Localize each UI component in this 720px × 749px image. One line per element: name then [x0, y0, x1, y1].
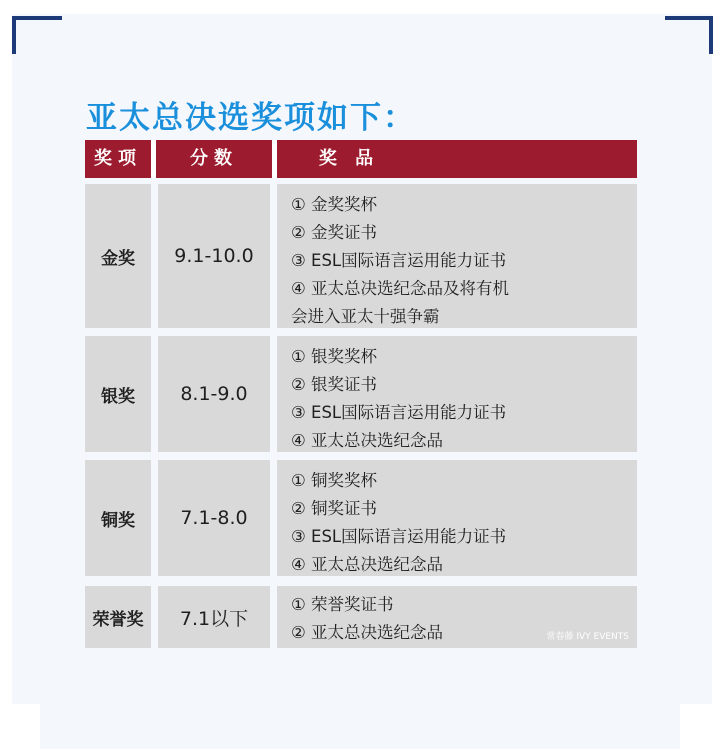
header-score: 分数	[190, 148, 238, 169]
award-cell: 金奖	[85, 184, 151, 328]
prizes-cell	[277, 586, 637, 648]
corner-bracket-top-left	[12, 16, 62, 54]
score-cell: 7.1以下	[158, 586, 270, 648]
prize-item: ② 金奖证书	[291, 223, 378, 242]
page-title: 亚太总决选奖项如下：	[86, 100, 416, 136]
score-cell: 8.1-9.0	[158, 336, 270, 452]
prize-item: ③ ESL国际语言运用能力证书	[291, 251, 507, 270]
prize-item: ② 铜奖证书	[291, 499, 378, 518]
table-row-honorable	[85, 586, 637, 648]
prize-item: ④ 亚太总决选纪念品及将有机	[291, 279, 510, 298]
score-cell: 7.1-8.0	[158, 460, 270, 576]
prize-item: ② 银奖证书	[291, 375, 378, 394]
prizes-cell	[277, 184, 637, 328]
table-header	[85, 140, 637, 178]
prize-item: ① 荣誉奖证书	[291, 595, 394, 614]
table-row-silver	[85, 336, 637, 452]
prize-item: ① 金奖奖杯	[291, 195, 378, 214]
prize-item: ① 铜奖奖杯	[291, 471, 378, 490]
table-row-bronze	[85, 460, 637, 576]
table-row-gold	[85, 184, 637, 328]
prize-item: ④ 亚太总决选纪念品	[291, 431, 444, 450]
prize-item: ① 银奖奖杯	[291, 347, 378, 366]
score-cell: 9.1-10.0	[158, 184, 270, 328]
prizes-cell	[277, 460, 637, 576]
content-panel-bottom	[40, 704, 680, 749]
award-cell: 银奖	[85, 336, 151, 452]
corner-bracket-top-right	[665, 16, 713, 54]
award-cell: 荣誉奖	[85, 586, 151, 648]
header-prizes: 奖 品	[318, 148, 380, 169]
prize-item: ② 亚太总决选纪念品	[291, 623, 444, 642]
prize-item: ③ ESL国际语言运用能力证书	[291, 403, 507, 422]
watermark: 常春藤 IVY EVENTS	[546, 632, 629, 642]
header-award: 奖项	[94, 148, 142, 169]
prize-item: ③ ESL国际语言运用能力证书	[291, 527, 507, 546]
prize-item: ④ 亚太总决选纪念品	[291, 555, 444, 574]
award-cell: 铜奖	[85, 460, 151, 576]
prize-item: 会进入亚太十强争霸	[291, 307, 440, 326]
prizes-cell	[277, 336, 637, 452]
